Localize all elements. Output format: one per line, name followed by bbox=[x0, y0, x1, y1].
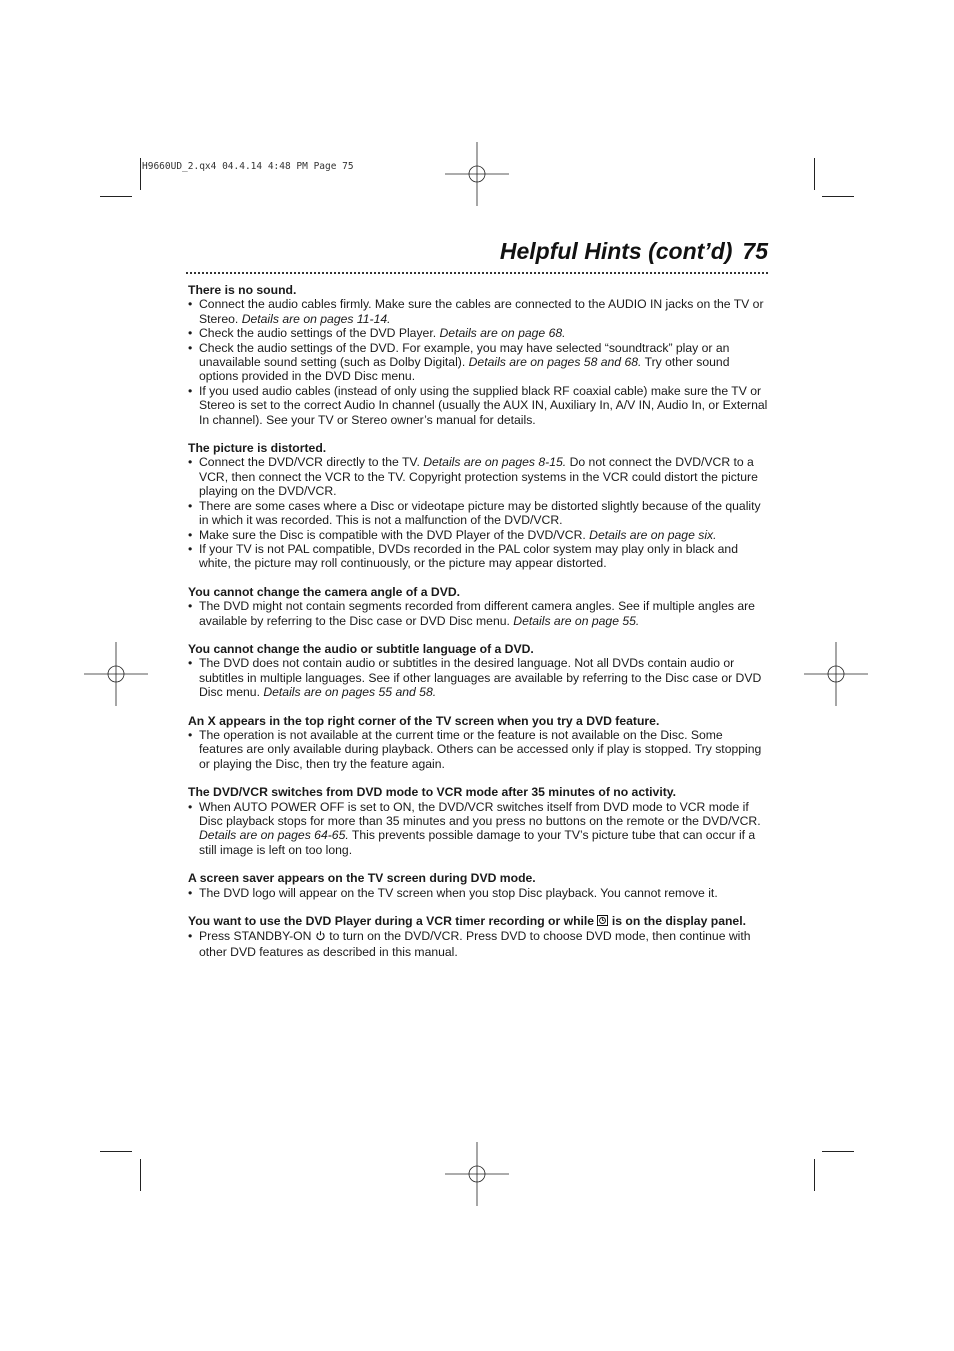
crop-mark bbox=[100, 196, 132, 197]
registration-mark-icon bbox=[445, 1142, 509, 1206]
crop-mark bbox=[814, 158, 815, 190]
page-reference: Details are on pages 55 and 58. bbox=[263, 685, 437, 700]
hint-section bbox=[188, 585, 768, 628]
bullet-list bbox=[188, 656, 768, 699]
bullet-list bbox=[188, 728, 768, 771]
text-run: Check the audio settings of the DVD. For example, you may have selected “soundtrack” play or an unavailable sound setting (such as Dolby Digital). bbox=[199, 340, 730, 370]
page-title-text: Helpful Hints (cont’d) bbox=[499, 238, 733, 264]
bullet-list bbox=[188, 800, 768, 858]
text-run: The DVD might not contain segments recorded from different camera angles. See if multiple angles are available by referring to the Disc case or DVD Disc menu. bbox=[199, 599, 755, 628]
bullet-item bbox=[188, 656, 768, 699]
text-run: Make sure the Disc is compatible with the DVD Player of the DVD/VCR. bbox=[199, 527, 590, 542]
text-run: Try other sound options provided in the DVD Disc menu. bbox=[199, 355, 730, 384]
text-run: This prevents possible damage to your TV’s picture tube that can occur if a still image is left on too long. bbox=[199, 828, 756, 857]
crop-mark bbox=[822, 196, 854, 197]
section-heading: There is no sound. bbox=[188, 283, 297, 297]
page-reference: Details are on page 68. bbox=[439, 326, 566, 341]
text-run: Check the audio settings of the DVD Player. bbox=[199, 326, 440, 341]
bullet-item bbox=[188, 886, 768, 900]
section-heading: You cannot change the camera angle of a DVD. bbox=[188, 584, 461, 599]
hint-section bbox=[188, 871, 768, 900]
page-reference: Details are on page 55. bbox=[513, 613, 640, 628]
text-run: Connect the DVD/VCR directly to the TV. bbox=[199, 455, 424, 470]
text-run: Connect the audio cables firmly. Make sure the cables are connected to the AUDIO IN jacks on the TV or Stereo. bbox=[199, 297, 764, 326]
bullet-item bbox=[188, 728, 768, 771]
hint-section bbox=[188, 785, 768, 857]
crop-mark bbox=[140, 1159, 141, 1191]
page-reference: Details are on pages 64-65. bbox=[199, 828, 349, 843]
bullet-list bbox=[188, 297, 768, 427]
print-slug: H9660UD_2.qx4 04.4.14 4:48 PM Page 75 bbox=[142, 161, 354, 172]
bullet-list bbox=[188, 599, 768, 628]
text-run: If you used audio cables (instead of only using the supplied black RF coaxial cable) make sure the TV or Stereo is set to the correct Audio In channel (usually the AUX IN, Auxiliary In, A/V IN, Audio In, or External In channel). See your TV or Stereo owner’s manual for details. bbox=[199, 383, 768, 427]
bullet-item bbox=[188, 542, 768, 571]
crop-mark bbox=[822, 1151, 854, 1152]
text-run: If your TV is not PAL compatible, DVDs recorded in the PAL color system may play only in black and white, the picture may roll continuously, or the picture may appear distorted. bbox=[199, 541, 738, 571]
bullet-item bbox=[188, 599, 768, 628]
text-run: There are some cases where a Disc or videotape picture may be distorted slightly because of the quality in which it was recorded. This is not a malfunction of the DVD/VCR. bbox=[199, 498, 761, 528]
page-number: 75 bbox=[742, 238, 768, 264]
section-heading: A screen saver appears on the TV screen during DVD mode. bbox=[188, 871, 536, 886]
page-reference: Details are on pages 58 and 68. bbox=[468, 355, 642, 370]
text-run: The operation is not available at the current time or the feature is not available on the Disc. Some features are only available during playback. Others can be accessed only if play is stopped. Try stopping or playing the Disc, then try the feature again. bbox=[199, 727, 762, 771]
bullet-item bbox=[188, 528, 768, 542]
registration-mark-icon bbox=[804, 642, 868, 706]
page-reference: Details are on pages 8-15. bbox=[423, 455, 567, 470]
text-run: to turn on the DVD/VCR. Press DVD to choose DVD mode, then continue with other DVD features as described in this manual. bbox=[199, 929, 751, 959]
bullet-item bbox=[188, 326, 768, 340]
hint-section bbox=[188, 283, 768, 427]
section-heading bbox=[188, 914, 768, 929]
crop-mark bbox=[140, 158, 141, 190]
power-icon bbox=[315, 930, 326, 944]
hint-section bbox=[188, 642, 768, 700]
section-heading: The DVD/VCR switches from DVD mode to VCR mode after 35 minutes of no activity. bbox=[188, 785, 677, 800]
bullet-list bbox=[188, 455, 768, 570]
bullet-item bbox=[188, 297, 768, 326]
text-run: The DVD logo will appear on the TV screen when you stop Disc playback. You cannot remove it. bbox=[199, 885, 718, 900]
text-run: is on the display panel. bbox=[608, 914, 746, 929]
timer-clock-icon bbox=[597, 915, 608, 929]
bullet-list bbox=[188, 886, 768, 900]
registration-mark-icon bbox=[84, 642, 148, 706]
text-run: Do not connect the DVD/VCR to a VCR, then connect the VCR to the TV. Copyright protection systems in the VCR could distort the picture playing on the DVD/VCR. bbox=[199, 455, 758, 499]
bullet-item bbox=[188, 341, 768, 384]
section-heading: You cannot change the audio or subtitle language of a DVD. bbox=[188, 641, 534, 656]
text-run: You want to use the DVD Player during a VCR timer recording or while bbox=[188, 914, 598, 929]
section-heading: An X appears in the top right corner of the TV screen when you try a DVD feature. bbox=[188, 713, 660, 728]
hint-section bbox=[188, 714, 768, 772]
page-reference: Details are on pages 11-14. bbox=[241, 311, 391, 326]
crop-mark bbox=[100, 1151, 132, 1152]
text-run: When AUTO POWER OFF is set to ON, the DVD/VCR switches itself from DVD mode to VCR mode if Disc playback stops for more than 35 minutes and you press no buttons on the remote or the DVD/VCR. bbox=[199, 799, 761, 828]
page-reference: Details are on page six. bbox=[589, 527, 717, 542]
bullet-item bbox=[188, 499, 768, 528]
bullet-list bbox=[188, 929, 768, 959]
hint-section bbox=[188, 914, 768, 959]
dotted-divider bbox=[186, 272, 768, 274]
bullet-item bbox=[188, 800, 768, 858]
hints-content bbox=[188, 283, 768, 973]
text-run: Press STANDBY-ON bbox=[199, 929, 315, 944]
bullet-item bbox=[188, 455, 768, 498]
hint-section bbox=[188, 441, 768, 571]
page-title bbox=[500, 238, 768, 265]
text-run: The DVD does not contain audio or subtitles in the desired language. Not all DVDs contain audio or subtitles in multiple languages. See if other languages are available by referring to the Disc case or DVD Disc menu. bbox=[199, 656, 762, 700]
bullet-item bbox=[188, 929, 768, 959]
registration-mark-icon bbox=[445, 142, 509, 206]
crop-mark bbox=[814, 1159, 815, 1191]
bullet-item bbox=[188, 384, 768, 427]
section-heading: The picture is distorted. bbox=[188, 441, 327, 456]
